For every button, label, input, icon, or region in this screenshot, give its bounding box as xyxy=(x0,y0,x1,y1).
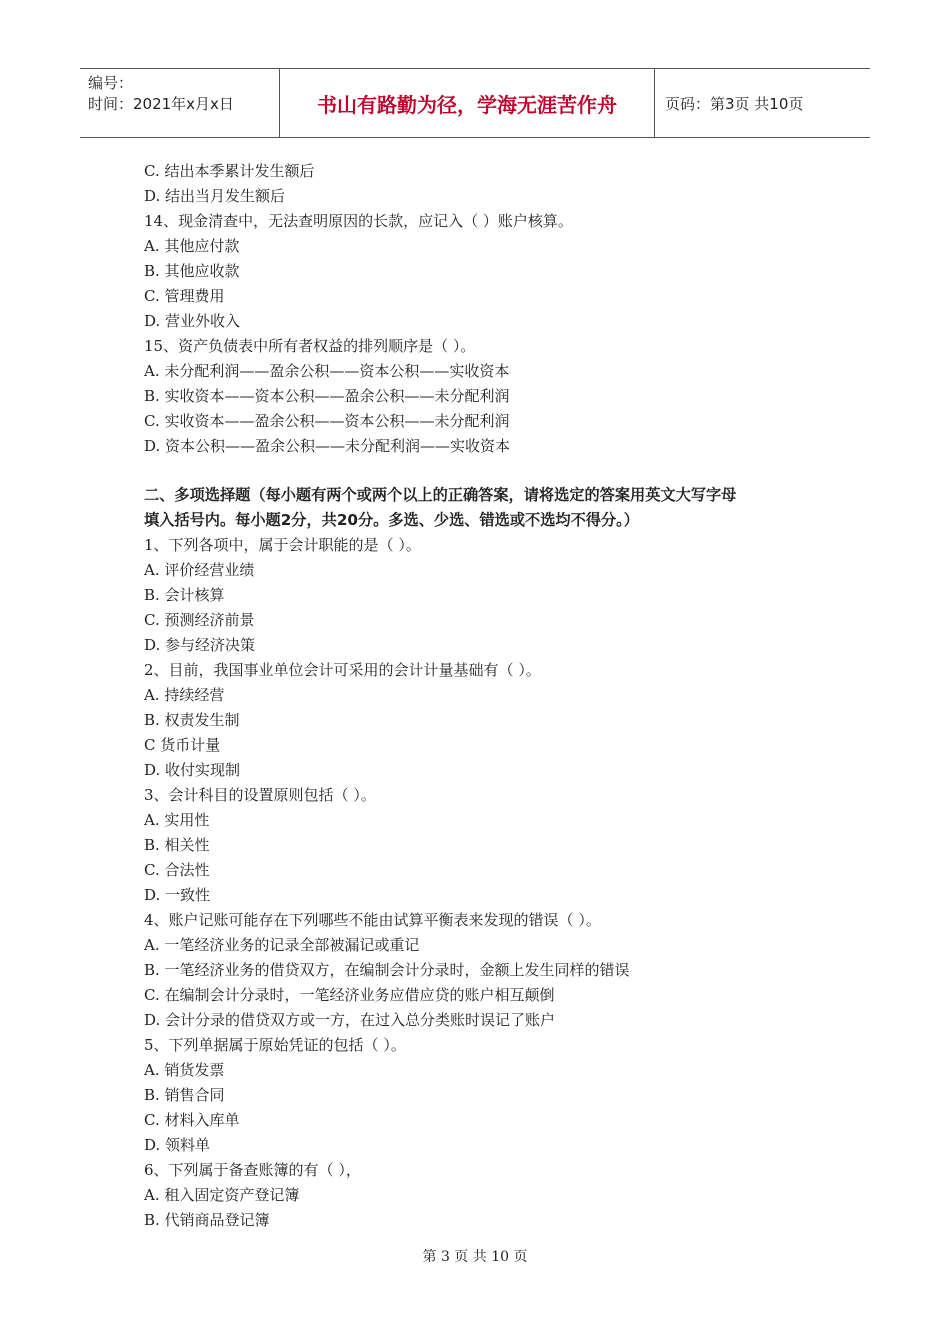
text-line: D. 一致性 xyxy=(144,886,211,904)
text-line: 15、资产负债表中所有者权益的排列顺序是（ ）。 xyxy=(144,337,476,355)
text-line: D. 结出当月发生额后 xyxy=(144,187,286,205)
text-line: D. 营业外收入 xyxy=(144,312,241,330)
text-line: B. 其他应收款 xyxy=(144,262,240,280)
text-line: A. 租入固定资产登记簿 xyxy=(144,1186,300,1204)
text-line: D. 会计分录的借贷双方或一方，在过入总分类账时误记了账户 xyxy=(144,1011,556,1029)
section-heading-line-1: 二、多项选择题（每小题有两个或两个以上的正确答案，请将选定的答案用英文大写字母 xyxy=(144,486,737,504)
page-header xyxy=(80,68,870,138)
text-line: C. 材料入库单 xyxy=(144,1111,240,1129)
time-label: 时间：2021年x月x日 xyxy=(88,95,234,113)
text-line: C. 结出本季累计发生额后 xyxy=(144,162,315,180)
question-block-multiple-choice xyxy=(144,533,824,1233)
text-line: B. 实收资本——资本公积——盈余公积——未分配利润 xyxy=(144,387,510,405)
text-line: C. 合法性 xyxy=(144,861,210,879)
text-line: A. 销货发票 xyxy=(144,1061,225,1079)
text-line: C. 管理费用 xyxy=(144,287,225,305)
text-line: A. 实用性 xyxy=(144,811,210,829)
text-line: B. 会计核算 xyxy=(144,586,225,604)
text-line: 14、现金清查中，无法查明原因的长款，应记入（ ）账户核算。 xyxy=(144,212,573,230)
text-line: B. 代销商品登记簿 xyxy=(144,1211,270,1229)
text-line: 1、下列各项中，属于会计职能的是（ ）。 xyxy=(144,536,421,554)
header-motto: 书山有路勤为径，学海无涯苦作舟 xyxy=(280,69,655,137)
text-line: C. 实收资本——盈余公积——资本公积——未分配利润 xyxy=(144,412,510,430)
text-line: D. 领料单 xyxy=(144,1136,211,1154)
text-line: A. 一笔经济业务的记录全部被漏记或重记 xyxy=(144,936,420,954)
question-block-single-choice xyxy=(144,159,824,459)
text-line: B. 权责发生制 xyxy=(144,711,240,729)
section-gap xyxy=(144,459,824,483)
text-line: C. 在编制会计分录时，一笔经济业务应借应贷的账户相互颠倒 xyxy=(144,986,555,1004)
text-line: A. 持续经营 xyxy=(144,686,225,704)
text-line: B. 一笔经济业务的借贷双方，在编制会计分录时，金额上发生同样的错误 xyxy=(144,961,630,979)
section-heading-line-2: 填入括号内。每小题2分，共20分。多选、少选、错选或不选均不得分。） xyxy=(144,511,639,529)
text-line: 5、下列单据属于原始凭证的包括（ ）。 xyxy=(144,1036,406,1054)
text-line: A. 未分配利润——盈余公积——资本公积——实收资本 xyxy=(144,362,510,380)
text-line: A. 其他应付款 xyxy=(144,237,240,255)
document-body xyxy=(144,159,824,1233)
text-line: A. 评价经营业绩 xyxy=(144,561,255,579)
header-meta xyxy=(80,69,280,137)
text-line: 4、账户记账可能存在下列哪些不能由试算平衡表来发现的错误（ ）。 xyxy=(144,911,601,929)
text-line: D. 参与经济决策 xyxy=(144,636,256,654)
number-label: 编号： xyxy=(88,74,134,92)
text-line: C. 预测经济前景 xyxy=(144,611,255,629)
header-page-info: 页码：第3页 共10页 xyxy=(665,94,804,113)
text-line: B. 销售合同 xyxy=(144,1086,225,1104)
text-line: 3、会计科目的设置原则包括（ ）。 xyxy=(144,786,376,804)
text-line: 2、目前，我国事业单位会计可采用的会计计量基础有（ ）。 xyxy=(144,661,541,679)
text-line: C 货币计量 xyxy=(144,736,221,754)
text-line: D. 资本公积——盈余公积——未分配利润——实收资本 xyxy=(144,437,511,455)
text-line: 6、下列属于备查账簿的有（ ）， xyxy=(144,1161,361,1179)
text-line: B. 相关性 xyxy=(144,836,210,854)
page-footer: 第 3 页 共 10 页 xyxy=(422,1249,528,1265)
text-line: D. 收付实现制 xyxy=(144,761,241,779)
